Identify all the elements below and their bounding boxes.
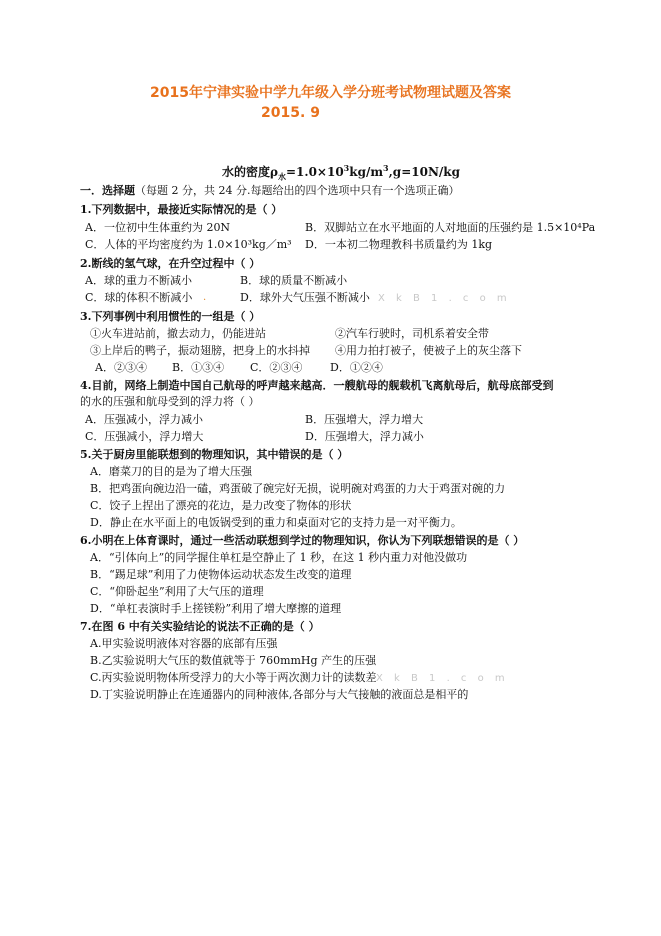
watermark-text-2: X k B 1 . c o m	[376, 673, 509, 684]
q7-option-c: C.丙实验说明物体所受浮力的大小等于两次测力计的读数差	[90, 671, 377, 684]
q3-option-d: D．①②④	[330, 361, 383, 374]
q4-stem: 4.目前，网络上制造中国自己航母的呼声越来越高．一艘航母的舰载机飞离航母后，航母底部受到	[80, 379, 554, 392]
q4-option-d: D．压强增大，浮力减小	[305, 430, 424, 443]
q7-stem: 7.在图 6 中有关实验结论的说法不正确的是（ ）	[80, 620, 320, 633]
q3-item-3: ③上岸后的鸭子，振动翅膀，把身上的水抖掉	[90, 344, 310, 357]
constants-line	[222, 163, 460, 182]
q1-option-b: B．双脚站立在水平地面的人对地面的压强约是 1.5×10⁴Pa	[305, 221, 596, 234]
q4-option-a: A．压强减小，浮力减小	[85, 413, 203, 426]
q6-stem: 6.小明在上体育课时，通过一些活动联想到学过的物理知识，你认为下列联想错误的是（ ）	[80, 534, 525, 547]
q2-option-b: B．球的质量不断减小	[240, 274, 348, 287]
q3-item-2: ②汽车行驶时，司机系着安全带	[335, 327, 489, 340]
gravity-constant: ,g=10N/kg	[388, 165, 461, 179]
document-date: 2015. 9	[261, 105, 320, 121]
q6-option-d: D．“单杠表演时手上搓镁粉”利用了增大摩擦的道理	[90, 602, 342, 615]
q1-option-d: D．一本初二物理教科书质量约为 1kg	[305, 238, 493, 251]
q6-option-c: C．“仰卧起坐”利用了大气压的道理	[90, 585, 264, 598]
q5-stem: 5.关于厨房里能联想到的物理知识，其中错误的是（ ）	[80, 448, 349, 461]
q7-option-b: B.乙实验说明大气压的数值就等于 760mmHg 产生的压强	[90, 654, 377, 667]
q3-item-4: ④用力拍打被子，使被子上的灰尘落下	[335, 344, 522, 357]
q3-option-b: B．①③④	[172, 361, 225, 374]
section-heading	[80, 183, 459, 198]
document-title: 2015年宁津实验中学九年级入学分班考试物理试题及答案	[150, 85, 511, 101]
section-title: 一．选择题	[80, 184, 135, 197]
density-eq: =1.0×10	[285, 165, 344, 179]
watermark-text: X k B 1 . c o m	[378, 293, 511, 304]
q1-stem: 1.下列数据中，最接近实际情况的是（ ）	[80, 203, 283, 216]
q5-option-b: B．把鸡蛋向碗边沿一磕，鸡蛋破了碗完好无损，说明碗对鸡蛋的力大于鸡蛋对碗的力	[90, 482, 506, 495]
q6-option-b: B．“踢足球”利用了力使物体运动状态发生改变的道理	[90, 568, 352, 581]
q1-option-a: A．一位初中生体重约为 20N	[85, 221, 231, 234]
density-unit-exp: 3	[383, 163, 389, 173]
q4-option-c: C．压强减小，浮力增大	[85, 430, 204, 443]
q3-stem: 3.下列事例中利用惯性的一组是（ ）	[80, 310, 261, 323]
q3-option-c: C．②③④	[250, 361, 303, 374]
q2-option-a: A．球的重力不断减小	[85, 274, 192, 287]
q6-option-a: A．“引体向上”的同学握住单杠是空静止了 1 秒，在这 1 秒内重力对他没做功	[90, 551, 468, 564]
q4-stem-continued: 的水的压强和航母受到的浮力将（ ）	[80, 395, 260, 408]
q5-option-c: C．饺子上捏出了漂亮的花边，是力改变了物体的形状	[90, 499, 352, 512]
density-exp: 3	[343, 163, 350, 173]
stray-dot: .	[203, 292, 207, 303]
density-sub: 水	[277, 171, 286, 182]
q2-option-d: D．球外大气压强不断减小	[240, 291, 370, 304]
q3-item-1: ①火车进站前，撤去动力，仍能进站	[90, 327, 266, 340]
q7-option-a: A.甲实验说明液体对容器的底部有压强	[90, 637, 278, 650]
q2-option-c: C．球的体积不断减小	[85, 291, 193, 304]
density-label: 水的密度ρ	[222, 165, 278, 179]
q1-option-c: C．人体的平均密度约为 1.0×10³kg／m³	[85, 238, 292, 251]
q2-stem: 2.断线的氢气球，在升空过程中（ ）	[80, 257, 261, 270]
q4-option-b: B．压强增大，浮力增大	[305, 413, 424, 426]
density-unit: kg/m	[349, 165, 384, 179]
q5-option-d: D．静止在水平面上的电饭锅受到的重力和桌面对它的支持力是一对平衡力。	[90, 516, 462, 529]
q3-option-a: A．②③④	[95, 361, 147, 374]
q5-option-a: A．磨菜刀的目的是为了增大压强	[90, 465, 252, 478]
section-note: （每题 2 分，共 24 分.每题给出的四个选项中只有一个选项正确）	[135, 184, 460, 197]
q7-option-d: D.丁实验说明静止在连通器内的同种液体,各部分与大气接触的液面总是相平的	[90, 688, 469, 701]
